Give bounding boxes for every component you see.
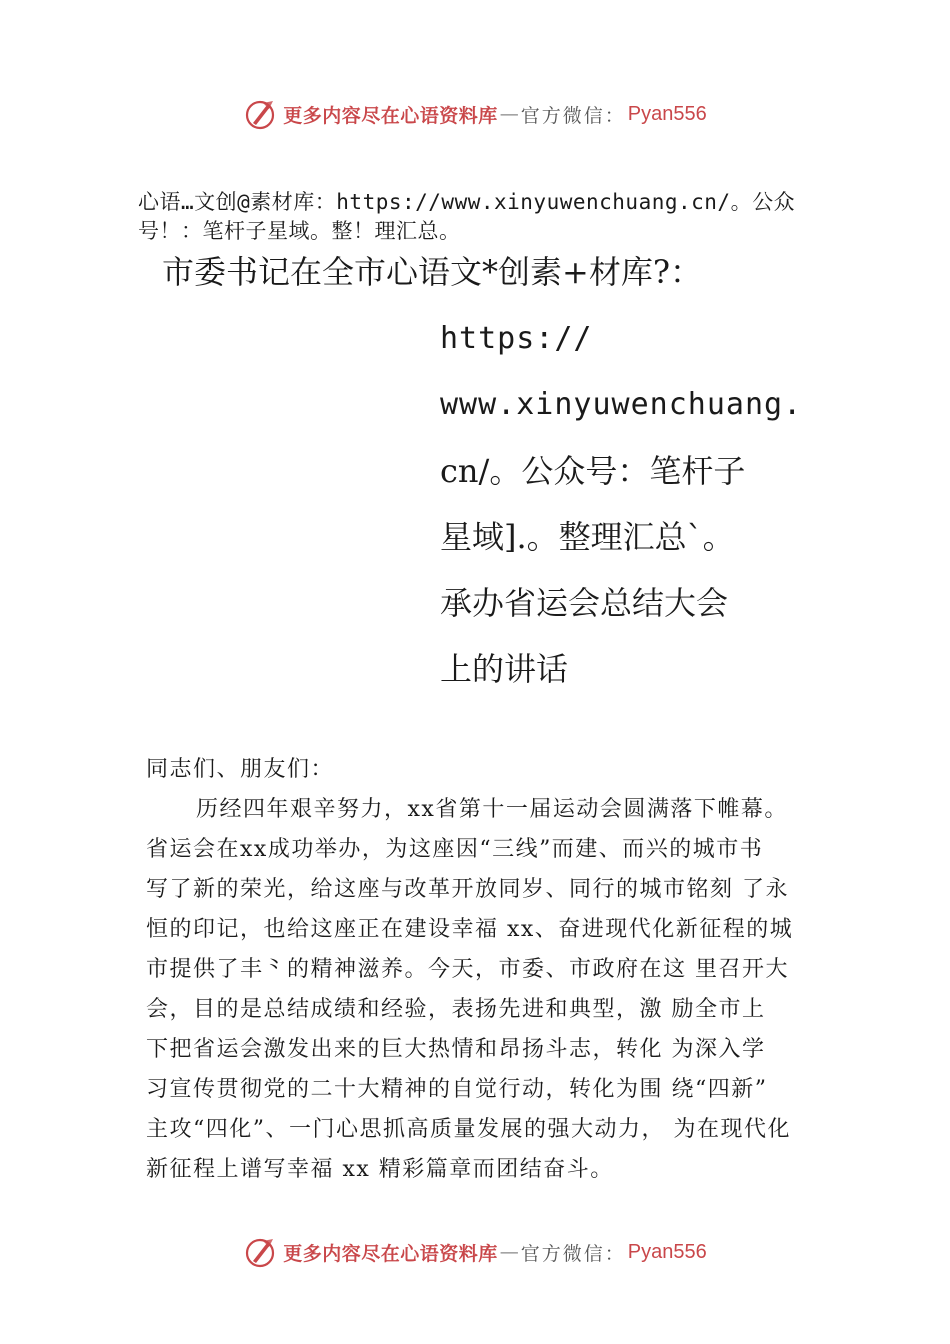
document-title-line-1: 市委书记在全市心语文*创素+材库?： — [162, 253, 702, 291]
source-note: 心语…文创@素材库：https://www.xinyuwenchuang.cn/。公众号！：笔杆子星域。整！理汇总。 — [138, 190, 796, 243]
document-title-line-7: 上的讲话 — [440, 650, 569, 688]
quill-pen-logo-icon — [243, 97, 277, 131]
body-line: 市提供了丰⺀的精神滋养。今天，市委、市政府在这 里召开大 — [146, 957, 789, 982]
document-title-line-6: 承办省运会总结大会 — [440, 584, 729, 622]
banner-main-text: 更多内容尽在心语资料库 — [283, 1242, 498, 1265]
banner-account: Pyan556 — [627, 1240, 707, 1263]
banner-sub-text: 官方微信： — [520, 104, 626, 127]
body-line: 写了新的荣光，给这座与改革开放同岁、同行的城市铭刻 了永 — [146, 877, 789, 902]
banner-dash: — — [499, 1241, 519, 1263]
speech-body — [146, 750, 836, 1190]
banner-account: Pyan556 — [627, 102, 707, 125]
body-line: 会，目的是总结成绩和经验，表扬先进和典型，激 励全市上 — [146, 997, 766, 1022]
banner-sub-text: 官方微信： — [520, 1242, 626, 1265]
document-title-line-3: www.xinyuwenchuang. — [440, 387, 803, 422]
document-title-line-4: cn/。公众号：笔杆子 — [440, 452, 746, 490]
banner-main-text: 更多内容尽在心语资料库 — [283, 104, 498, 127]
document-title — [440, 306, 910, 702]
header-banner — [0, 94, 950, 134]
body-line: 历经四年艰辛努力，xx省第十一届运动会圆满落下帷幕。 — [196, 797, 788, 822]
body-line: 主攻“四化”、一门心思抓高质量发展的强大动力， 为在现代化 — [146, 1117, 791, 1142]
quill-pen-logo-icon — [243, 1235, 277, 1269]
body-line: 新征程上谱写幸福 xx 精彩篇章而团结奋斗。 — [146, 1157, 614, 1182]
body-line: 恒的印记，也给这座正在建设幸福 xx、奋进现代化新征程的城 — [146, 917, 794, 942]
body-line: 下把省运会激发出来的巨大热情和昂扬斗志，转化 为深入学 — [146, 1037, 766, 1062]
document-title-line-2: https:// — [440, 321, 593, 356]
footer-banner — [0, 1232, 950, 1272]
body-line: 习宣传贯彻党的二十大精神的自觉行动，转化为围 绕“四新” — [146, 1077, 768, 1102]
banner-dash: — — [499, 103, 519, 125]
salutation: 同志们、朋友们： — [146, 757, 335, 782]
document-title-line-5: 星域].。整理汇总`。 — [440, 518, 735, 556]
body-line: 省运会在xx成功举办，为这座因“三线”而建、而兴的城市书 — [146, 837, 764, 862]
